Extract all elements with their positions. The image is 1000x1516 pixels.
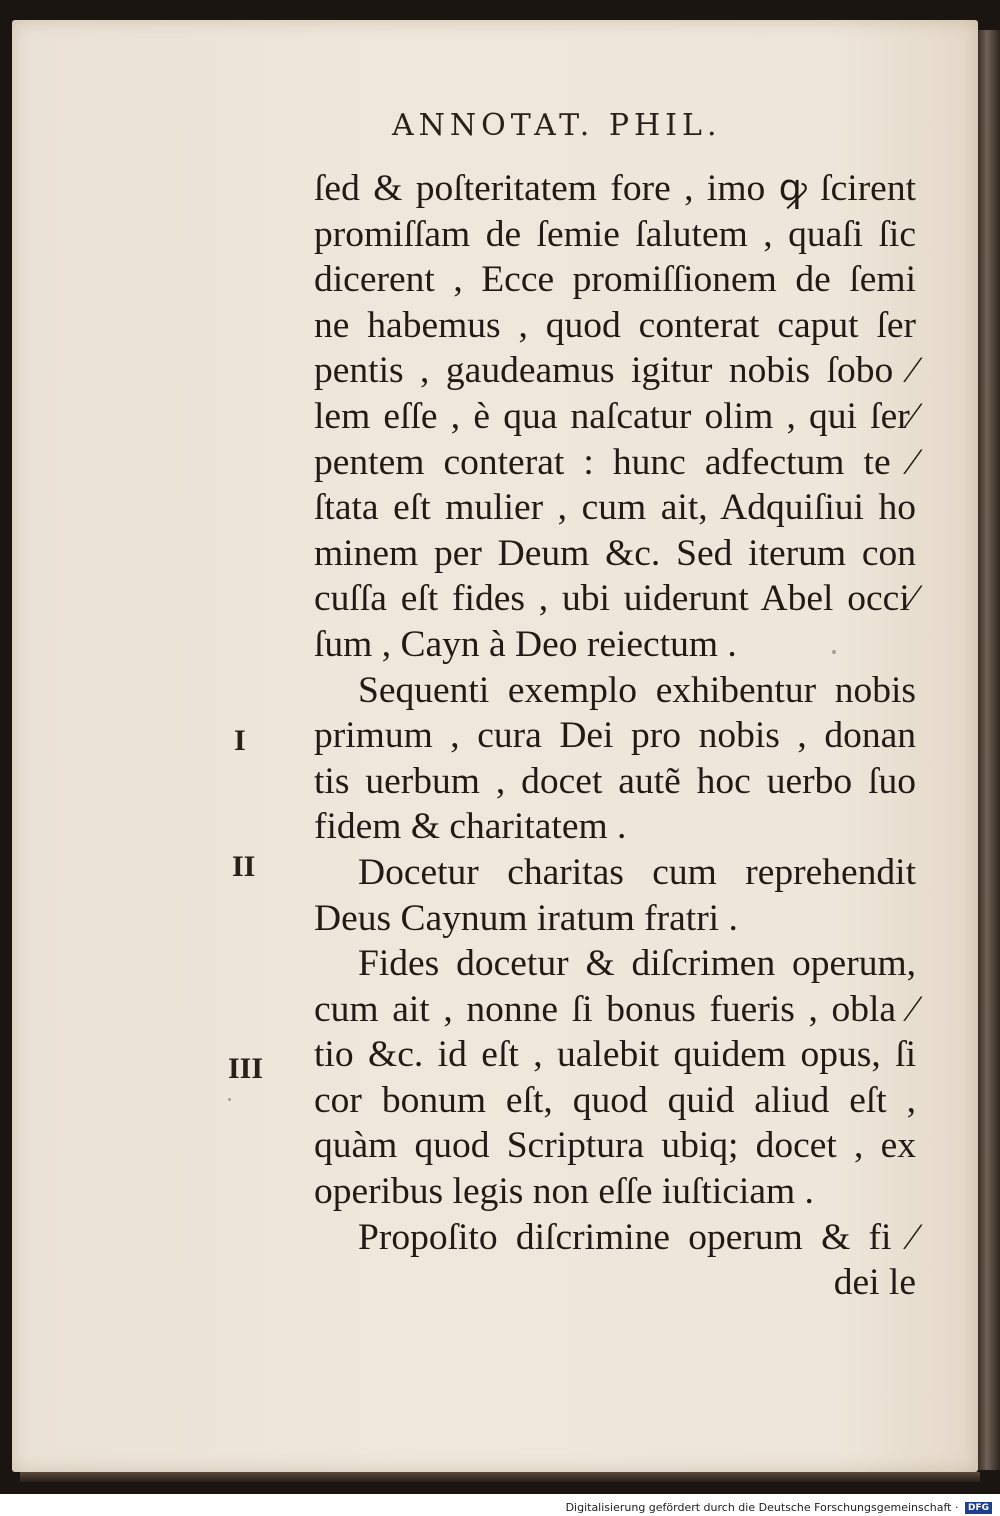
- text-line: Docetur charitas cum reprehendit: [358, 851, 916, 893]
- text-line: tio &c. id eſt , ualebit quidem opus, ſi: [314, 1034, 916, 1076]
- text-line: ſtata eſt mulier , cum ait, Adquiſiui ho: [314, 487, 916, 529]
- text-line: Sequenti exemplo exhibentur nobis: [358, 669, 916, 711]
- dfg-logo: DFG: [965, 1502, 992, 1514]
- book-edge-right: [978, 30, 1000, 1470]
- text-line: cor bonum eſt, quod quid aliud eſt ,: [314, 1079, 916, 1121]
- text-line: ſum , Cayn à Deo reiectum .: [314, 623, 737, 665]
- text-line: lem eſſe , è qua naſcatur olim , qui ſer⁄: [314, 395, 916, 437]
- text-line: cuſſa eſt fides , ubi uiderunt Abel occi⁄: [314, 578, 916, 620]
- text-line: pentis , gaudeamus igitur nobis ſobo ⁄: [314, 350, 916, 392]
- text-line: pentem conterat : hunc adfectum te ⁄: [314, 441, 916, 483]
- text-line: quàm quod Scriptura ubiq; docet , ex: [314, 1125, 916, 1167]
- margin-marker-3: III: [228, 1052, 264, 1085]
- running-head: ANNOTAT. PHIL.: [392, 108, 722, 143]
- book-edge-bottom: [20, 1472, 980, 1482]
- margin-marker-2: II: [232, 850, 256, 883]
- paper-speck: [228, 1098, 231, 1101]
- text-line: promiſſam de ſemie ſalutem , quaſi ſic: [314, 213, 916, 255]
- text-line: ſed & poſteritatem fore , imo ꝙ ſcirent: [314, 168, 916, 209]
- text-line: Propoſito diſcrimine operum & fi ⁄: [358, 1216, 916, 1258]
- text-line: Fides docetur & diſcrimen operum,: [358, 943, 916, 985]
- text-line: dicerent , Ecce promiſſionem de ſemi: [314, 259, 916, 301]
- margin-marker-1: I: [234, 724, 246, 757]
- text-line: ne habemus , quod conterat caput ſer: [314, 304, 916, 346]
- text-line: fidem & charitatem .: [314, 806, 627, 848]
- text-line: cum ait , nonne ſi bonus fueris , obla ⁄: [314, 988, 916, 1030]
- catchword: dei le: [833, 1262, 916, 1304]
- text-line: primum , cura Dei pro nobis , donan: [314, 715, 916, 757]
- body-text: [314, 166, 916, 1306]
- digitization-credit: [566, 1501, 992, 1514]
- credit-text: Digitalisierung gefördert durch die Deutsche Forschungsgemeinschaft ·: [565, 1501, 959, 1514]
- text-line: Deus Caynum iratum fratri .: [314, 897, 738, 939]
- text-line: operibus legis non eſſe iuſticiam .: [314, 1171, 814, 1213]
- text-line: minem per Deum &c. Sed iterum con: [314, 532, 916, 574]
- text-line: tis uerbum , docet autẽ hoc uerbo ſuo: [314, 760, 916, 802]
